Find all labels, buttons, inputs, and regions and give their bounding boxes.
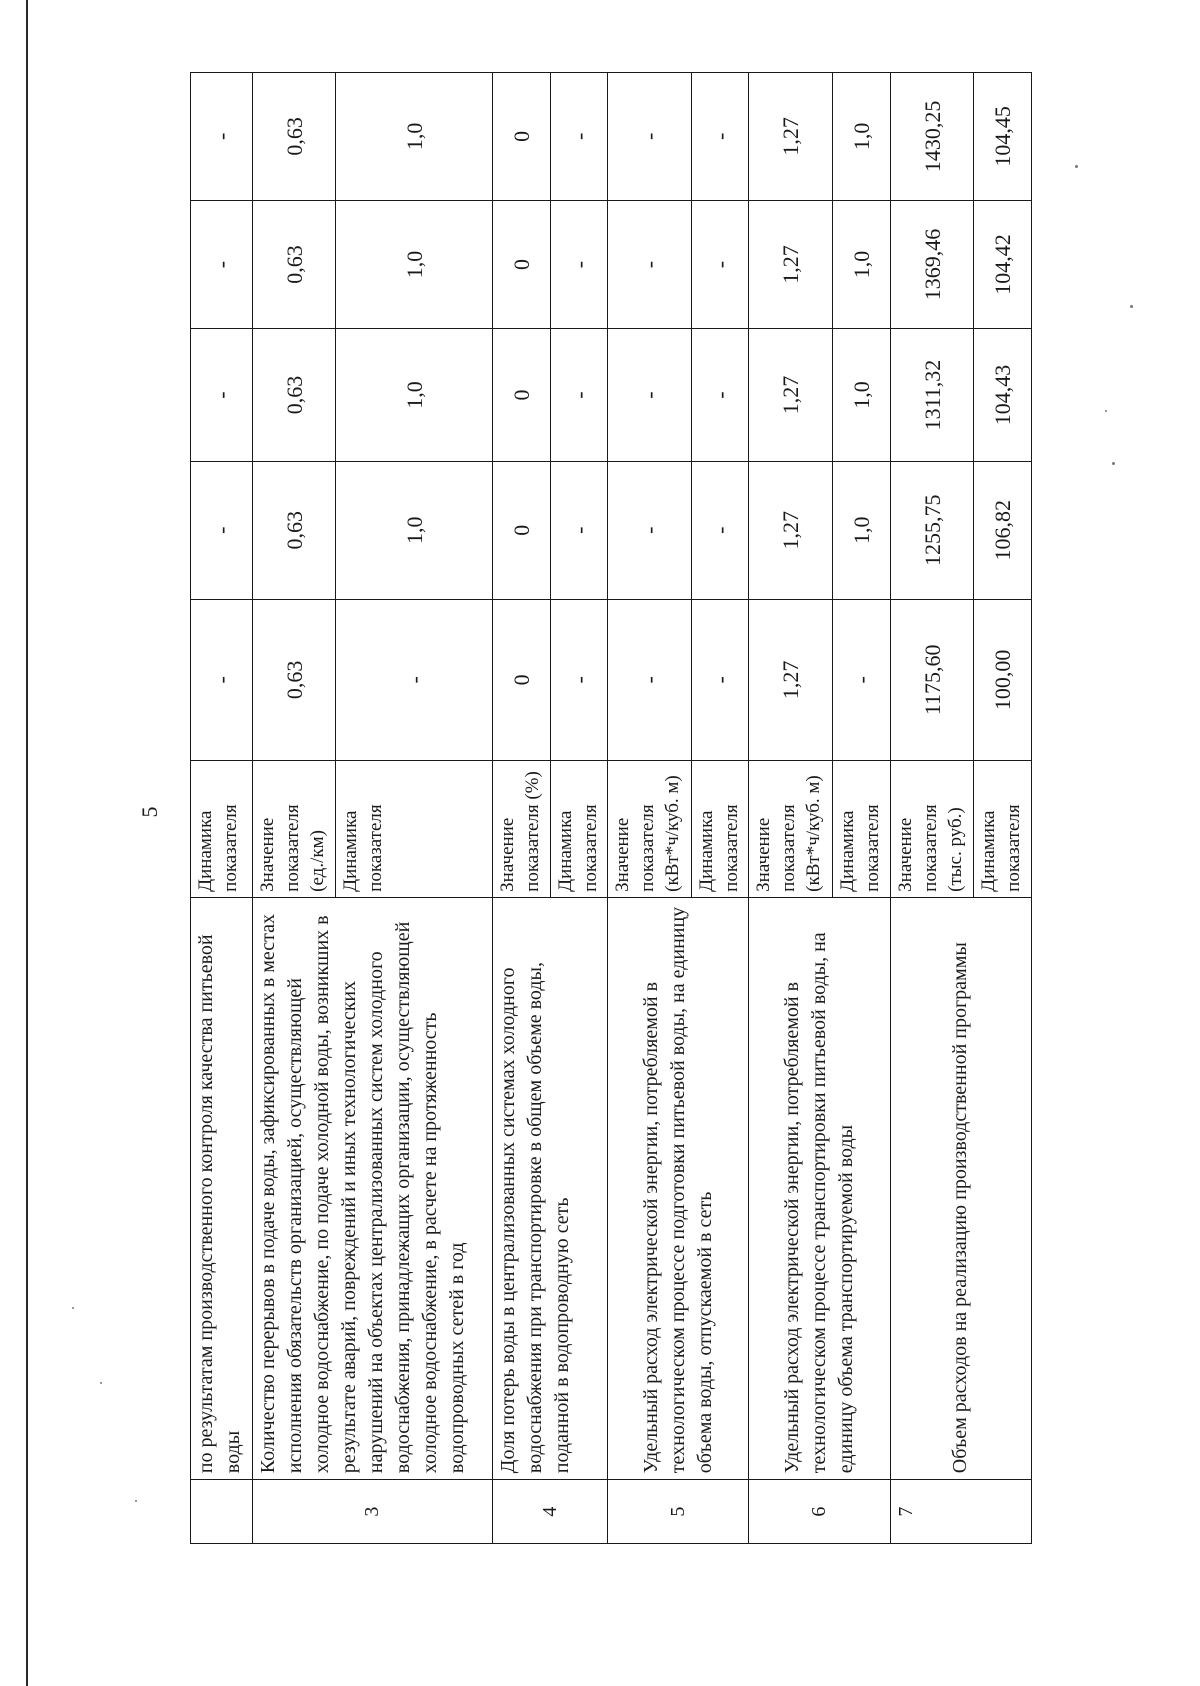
value-cell: 1,0 <box>833 200 891 329</box>
value-cell: 1430,25 <box>890 73 974 201</box>
value-cell: - <box>550 461 608 599</box>
indicator-unit: Динамика показателя <box>833 760 891 897</box>
value-cell: - <box>191 73 253 201</box>
row-number: 6 <box>749 1480 890 1544</box>
indicator-description: Доля потерь воды в централизованных системах холодного водоснабжения при транспортировке в общем объеме воды, поданной в водопроводную сеть <box>493 897 608 1479</box>
value-cell: 1,0 <box>833 329 891 461</box>
indicator-description: Объем расходов на реализацию производственной программы <box>890 897 1031 1479</box>
value-cell: 1,0 <box>336 73 493 201</box>
value-cell: - <box>550 200 608 329</box>
scan-speck <box>1112 462 1115 465</box>
value-cell: - <box>608 461 692 599</box>
value-cell: - <box>608 329 692 461</box>
indicator-unit: Значение показателя (кВт*ч/куб. м) <box>608 760 692 897</box>
value-cell: 1,27 <box>749 599 833 760</box>
scan-speck <box>1075 165 1078 168</box>
scan-speck <box>72 1307 74 1309</box>
indicator-unit-text: Значение показателя (ед./км) <box>256 804 328 892</box>
indicator-unit: Динамика показателя <box>691 760 749 897</box>
value-cell: 0 <box>493 599 551 760</box>
rotated-table-frame <box>190 72 1032 1544</box>
table-row <box>191 73 253 1544</box>
value-cell: 1255,75 <box>890 461 974 599</box>
value-cell: - <box>191 461 253 599</box>
value-cell: 1,0 <box>833 73 891 201</box>
value-cell: 1,27 <box>749 73 833 201</box>
value-cell: 1,27 <box>749 329 833 461</box>
value-cell: 1,0 <box>336 461 493 599</box>
value-cell: - <box>191 599 253 760</box>
indicator-unit: Значение показателя (кВт*ч/куб. м) <box>749 760 833 897</box>
indicator-description: Удельный расход электрической энергии, потребляемой в технологическом процессе подготовки питьевой воды, на единицу объема воды, отпускаемой в сеть <box>608 897 749 1479</box>
indicator-description: Удельный расход электрической энергии, потребляемой в технологическом процессе транспортировки питьевой воды, на единицу объема транспортируемой воды <box>749 897 890 1479</box>
value-cell: - <box>191 329 253 461</box>
indicator-unit <box>252 760 336 897</box>
table-row <box>252 73 336 1544</box>
scan-speck <box>1105 410 1107 412</box>
indicators-table <box>190 72 1032 1544</box>
row-number: 5 <box>608 1480 749 1544</box>
value-cell: 0,63 <box>252 461 336 599</box>
value-cell: 0,63 <box>252 200 336 329</box>
value-cell: 0,63 <box>252 329 336 461</box>
value-cell: - <box>833 599 891 760</box>
value-cell: 1,0 <box>336 200 493 329</box>
scan-speck <box>100 1382 102 1384</box>
value-cell: - <box>691 329 749 461</box>
value-cell: - <box>550 73 608 201</box>
value-cell: - <box>550 329 608 461</box>
table-row <box>890 73 974 1544</box>
scan-edge-line <box>26 0 28 1686</box>
indicator-unit: Динамика показателя <box>974 760 1032 897</box>
value-cell: - <box>691 599 749 760</box>
table-row <box>749 73 833 1544</box>
scan-speck <box>135 1500 137 1502</box>
value-cell: - <box>608 200 692 329</box>
table-row <box>493 73 551 1544</box>
value-cell: 0 <box>493 461 551 599</box>
value-cell: 0 <box>493 73 551 201</box>
indicator-unit: Динамика показателя <box>336 760 493 897</box>
value-cell: - <box>608 599 692 760</box>
value-cell: 1,27 <box>749 461 833 599</box>
row-number: 7 <box>890 1480 1031 1544</box>
row-number <box>191 1480 253 1544</box>
value-cell: 1369,46 <box>890 200 974 329</box>
value-cell: - <box>691 200 749 329</box>
indicator-description: Количество перерывов в подаче воды, зафиксированных в местах исполнения обязательств организацией, осуществляющей холодное водоснабжение, по подаче холодной воды, возникших в результате аварий, повреждений и иных технологических нарушений на объектах централизованных систем холодного водоснабжения, принадлежащих организации, осуществляющей холодное водоснабжение, в расчете на протяженность водопроводных сетей в год <box>252 897 493 1479</box>
value-cell: 1175,60 <box>890 599 974 760</box>
indicator-unit: Значение показателя (тыс. руб.) <box>890 760 974 897</box>
row-number: 3 <box>252 1480 493 1544</box>
value-cell: - <box>191 200 253 329</box>
indicator-unit: Динамика показателя <box>550 760 608 897</box>
indicator-description: по результатам производственного контроля качества питьевой воды <box>191 897 253 1479</box>
indicator-unit: Динамика показателя <box>191 760 253 897</box>
value-cell: 104,45 <box>974 73 1032 201</box>
table-row <box>608 73 692 1544</box>
value-cell: 0 <box>493 200 551 329</box>
row-number: 4 <box>493 1480 608 1544</box>
value-cell: 104,42 <box>974 200 1032 329</box>
value-cell: 104,43 <box>974 329 1032 461</box>
value-cell: - <box>608 73 692 201</box>
value-cell: 1,27 <box>749 200 833 329</box>
value-cell: 0,63 <box>252 73 336 201</box>
scan-speck <box>1130 305 1133 308</box>
value-cell: 106,82 <box>974 461 1032 599</box>
value-cell: 100,00 <box>974 599 1032 760</box>
value-cell: 0 <box>493 329 551 461</box>
page-number: 5 <box>137 806 162 818</box>
value-cell: - <box>691 73 749 201</box>
value-cell: 1,0 <box>336 329 493 461</box>
indicator-unit: Значение показателя (%) <box>493 760 551 897</box>
value-cell: - <box>336 599 493 760</box>
value-cell: 1311,32 <box>890 329 974 461</box>
value-cell: - <box>691 461 749 599</box>
value-cell: - <box>550 599 608 760</box>
value-cell: 1,0 <box>833 461 891 599</box>
value-cell: 0,63 <box>252 599 336 760</box>
